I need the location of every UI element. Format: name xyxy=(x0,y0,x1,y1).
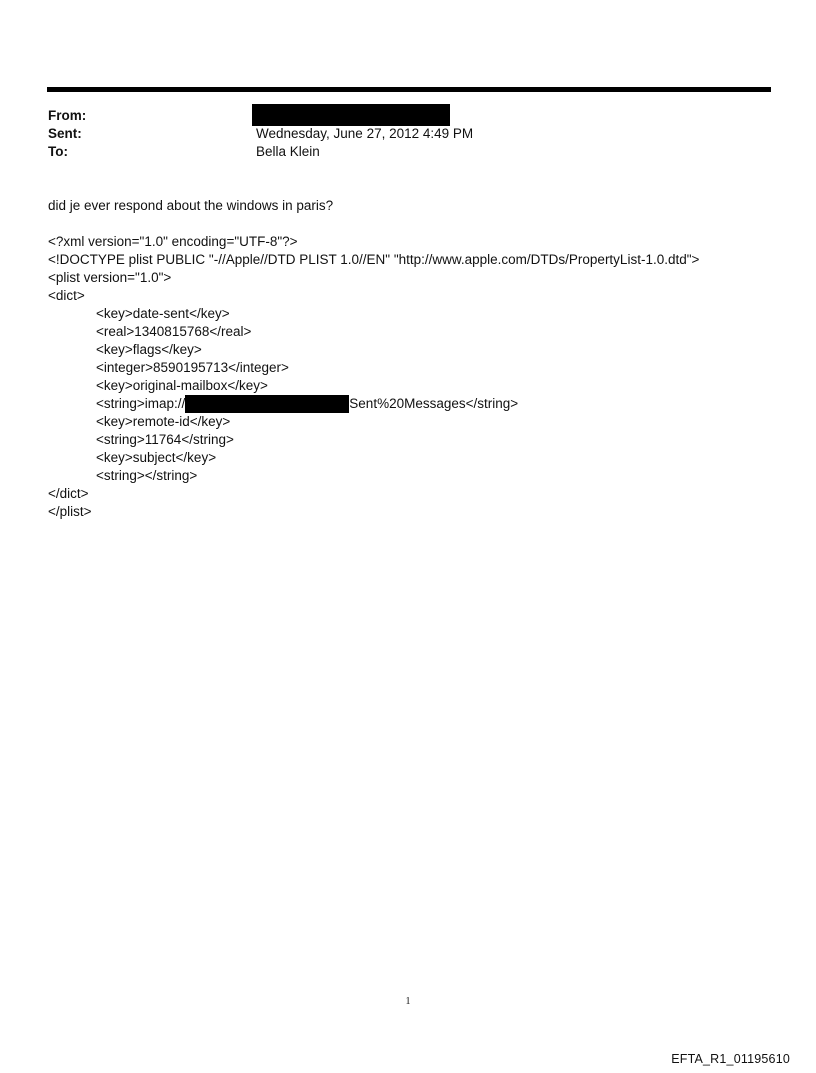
dict-line: <key>remote-id</key> xyxy=(96,414,231,429)
dict-line: <string></string> xyxy=(96,468,198,483)
dict-line: <key>flags</key> xyxy=(96,342,202,357)
xml-declaration: <?xml version="1.0" encoding="UTF-8"?> xyxy=(48,234,298,249)
email-header xyxy=(48,107,748,161)
header-rule xyxy=(47,87,771,92)
message-text: did je ever respond about the windows in paris? xyxy=(48,198,334,213)
spacer xyxy=(48,215,788,233)
sent-value: Wednesday, June 27, 2012 4:49 PM xyxy=(256,126,474,141)
from-row xyxy=(48,107,748,125)
to-value: Bella Klein xyxy=(256,144,320,159)
imap-prefix: <string>imap:// xyxy=(96,396,186,411)
imap-redaction xyxy=(185,395,349,413)
dict-line: <integer>8590195713</integer> xyxy=(96,360,289,375)
to-row xyxy=(48,143,748,161)
to-label: To: xyxy=(48,144,68,159)
from-redaction xyxy=(252,104,450,126)
dict-line: <key>date-sent</key> xyxy=(96,306,230,321)
dict-close: </dict> xyxy=(48,486,89,501)
dict-line: <real>1340815768</real> xyxy=(96,324,252,339)
imap-line xyxy=(48,395,788,413)
dict-line: <key>original-mailbox</key> xyxy=(96,378,268,393)
plist-open: <plist version="1.0"> xyxy=(48,270,172,285)
page-number: 1 xyxy=(405,996,411,1007)
doctype-line: <!DOCTYPE plist PUBLIC "-//Apple//DTD PLIST 1.0//EN" "http://www.apple.com/DTDs/PropertyList-1.0.dtd"> xyxy=(48,252,700,267)
dict-open: <dict> xyxy=(48,288,85,303)
document-id: EFTA_R1_01195610 xyxy=(671,1052,790,1066)
sent-label: Sent: xyxy=(48,126,82,141)
dict-line: <key>subject</key> xyxy=(96,450,217,465)
sent-row xyxy=(48,125,748,143)
plist-close: </plist> xyxy=(48,504,92,519)
from-label: From: xyxy=(48,108,87,123)
dict-line: <string>11764</string> xyxy=(96,432,234,447)
email-body xyxy=(48,197,788,521)
imap-suffix: Sent%20Messages</string> xyxy=(349,396,519,411)
